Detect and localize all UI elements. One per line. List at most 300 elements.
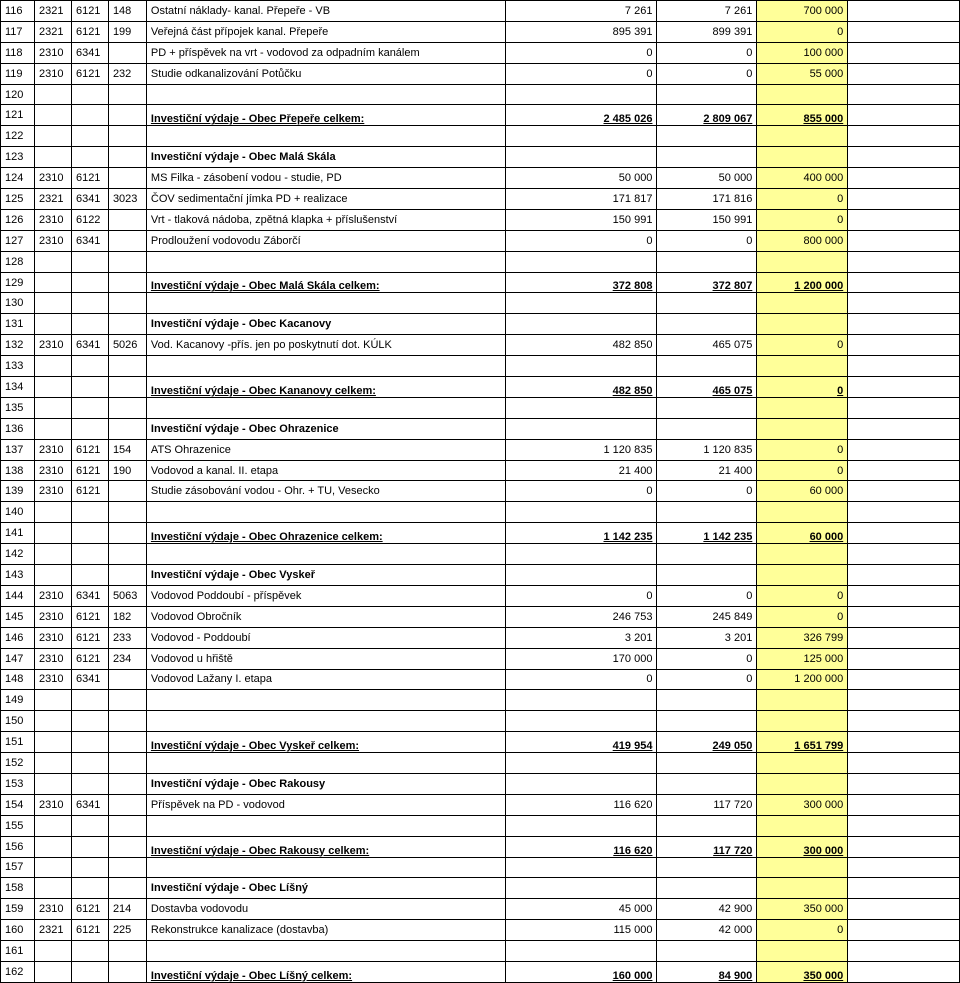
spacer-cell[interactable]: [848, 836, 960, 857]
spacer-cell[interactable]: [848, 669, 960, 690]
paragraph-cell[interactable]: [34, 272, 71, 293]
value-3-cell[interactable]: [757, 126, 848, 147]
value-2-cell[interactable]: [657, 857, 757, 878]
value-1-cell[interactable]: 116 620: [505, 836, 657, 857]
description-cell[interactable]: Ostatní náklady- kanal. Přepeře - VB: [146, 1, 505, 22]
row-number-cell[interactable]: 120: [1, 84, 35, 105]
item-code-cell[interactable]: [71, 272, 108, 293]
value-3-cell[interactable]: [757, 857, 848, 878]
value-1-cell[interactable]: [505, 418, 657, 439]
value-2-cell[interactable]: [657, 251, 757, 272]
description-cell[interactable]: [146, 293, 505, 314]
description-cell[interactable]: Vodovod Lažany I. etapa: [146, 669, 505, 690]
value-3-cell[interactable]: [757, 711, 848, 732]
value-2-cell[interactable]: [657, 84, 757, 105]
spacer-cell[interactable]: [848, 460, 960, 481]
item-code-cell[interactable]: 6341: [71, 335, 108, 356]
description-cell[interactable]: [146, 251, 505, 272]
value-2-cell[interactable]: 0: [657, 669, 757, 690]
value-1-cell[interactable]: 170 000: [505, 648, 657, 669]
item-code-cell[interactable]: 6341: [71, 669, 108, 690]
value-1-cell[interactable]: [505, 84, 657, 105]
org-cell[interactable]: [108, 356, 146, 377]
org-cell[interactable]: [108, 836, 146, 857]
value-1-cell[interactable]: 0: [505, 42, 657, 63]
value-3-cell[interactable]: 0: [757, 585, 848, 606]
paragraph-cell[interactable]: [34, 418, 71, 439]
item-code-cell[interactable]: [71, 502, 108, 523]
item-code-cell[interactable]: [71, 523, 108, 544]
org-cell[interactable]: [108, 711, 146, 732]
description-cell[interactable]: [146, 941, 505, 962]
value-1-cell[interactable]: [505, 502, 657, 523]
value-2-cell[interactable]: 7 261: [657, 1, 757, 22]
description-cell[interactable]: Prodloužení vodovodu Záborčí: [146, 230, 505, 251]
value-2-cell[interactable]: 372 807: [657, 272, 757, 293]
value-2-cell[interactable]: [657, 753, 757, 774]
spacer-cell[interactable]: [848, 857, 960, 878]
spacer-cell[interactable]: [848, 230, 960, 251]
spacer-cell[interactable]: [848, 502, 960, 523]
value-3-cell[interactable]: [757, 753, 848, 774]
row-number-cell[interactable]: 135: [1, 397, 35, 418]
value-1-cell[interactable]: 171 817: [505, 189, 657, 210]
value-3-cell[interactable]: [757, 544, 848, 565]
value-3-cell[interactable]: [757, 878, 848, 899]
paragraph-cell[interactable]: 2321: [34, 920, 71, 941]
item-code-cell[interactable]: 6121: [71, 606, 108, 627]
description-cell[interactable]: Studie zásobování vodou - Ohr. + TU, Vesecko: [146, 481, 505, 502]
value-3-cell[interactable]: 326 799: [757, 627, 848, 648]
description-cell[interactable]: [146, 690, 505, 711]
paragraph-cell[interactable]: 2321: [34, 21, 71, 42]
spacer-cell[interactable]: [848, 565, 960, 586]
description-cell[interactable]: ČOV sedimentační jímka PD + realizace: [146, 189, 505, 210]
row-number-cell[interactable]: 152: [1, 753, 35, 774]
description-cell[interactable]: [146, 356, 505, 377]
paragraph-cell[interactable]: 2321: [34, 1, 71, 22]
spacer-cell[interactable]: [848, 147, 960, 168]
paragraph-cell[interactable]: 2310: [34, 669, 71, 690]
item-code-cell[interactable]: [71, 356, 108, 377]
paragraph-cell[interactable]: [34, 377, 71, 398]
org-cell[interactable]: 148: [108, 1, 146, 22]
description-cell[interactable]: Vod. Kacanovy -přís. jen po poskytnutí dot. KÚLK: [146, 335, 505, 356]
org-cell[interactable]: 190: [108, 460, 146, 481]
paragraph-cell[interactable]: [34, 544, 71, 565]
paragraph-cell[interactable]: [34, 732, 71, 753]
value-2-cell[interactable]: 0: [657, 42, 757, 63]
value-2-cell[interactable]: [657, 941, 757, 962]
spacer-cell[interactable]: [848, 251, 960, 272]
paragraph-cell[interactable]: [34, 293, 71, 314]
paragraph-cell[interactable]: 2310: [34, 648, 71, 669]
spacer-cell[interactable]: [848, 272, 960, 293]
description-cell[interactable]: [146, 84, 505, 105]
paragraph-cell[interactable]: [34, 565, 71, 586]
row-number-cell[interactable]: 162: [1, 961, 35, 982]
paragraph-cell[interactable]: 2310: [34, 606, 71, 627]
value-1-cell[interactable]: [505, 941, 657, 962]
value-2-cell[interactable]: [657, 773, 757, 794]
value-1-cell[interactable]: [505, 147, 657, 168]
description-cell[interactable]: Vodovod Obročník: [146, 606, 505, 627]
description-cell[interactable]: Investiční výdaje - Obec Rakousy: [146, 773, 505, 794]
row-number-cell[interactable]: 128: [1, 251, 35, 272]
value-3-cell[interactable]: 0: [757, 377, 848, 398]
description-cell[interactable]: Investiční výdaje - Obec Kacanovy: [146, 314, 505, 335]
row-number-cell[interactable]: 151: [1, 732, 35, 753]
spacer-cell[interactable]: [848, 377, 960, 398]
value-1-cell[interactable]: 150 991: [505, 209, 657, 230]
value-1-cell[interactable]: [505, 753, 657, 774]
row-number-cell[interactable]: 161: [1, 941, 35, 962]
org-cell[interactable]: [108, 251, 146, 272]
row-number-cell[interactable]: 159: [1, 899, 35, 920]
row-number-cell[interactable]: 154: [1, 794, 35, 815]
value-1-cell[interactable]: 116 620: [505, 794, 657, 815]
description-cell[interactable]: Investiční výdaje - Obec Malá Skála: [146, 147, 505, 168]
value-1-cell[interactable]: [505, 711, 657, 732]
row-number-cell[interactable]: 131: [1, 314, 35, 335]
value-3-cell[interactable]: [757, 565, 848, 586]
spacer-cell[interactable]: [848, 941, 960, 962]
spacer-cell[interactable]: [848, 481, 960, 502]
org-cell[interactable]: 233: [108, 627, 146, 648]
item-code-cell[interactable]: [71, 544, 108, 565]
value-3-cell[interactable]: 0: [757, 21, 848, 42]
description-cell[interactable]: Vrt - tlaková nádoba, zpětná klapka + příslušenství: [146, 209, 505, 230]
value-3-cell[interactable]: 1 200 000: [757, 669, 848, 690]
value-1-cell[interactable]: 482 850: [505, 377, 657, 398]
value-3-cell[interactable]: 1 651 799: [757, 732, 848, 753]
spacer-cell[interactable]: [848, 1, 960, 22]
org-cell[interactable]: [108, 690, 146, 711]
value-1-cell[interactable]: [505, 815, 657, 836]
value-3-cell[interactable]: [757, 293, 848, 314]
row-number-cell[interactable]: 130: [1, 293, 35, 314]
item-code-cell[interactable]: [71, 418, 108, 439]
spacer-cell[interactable]: [848, 753, 960, 774]
paragraph-cell[interactable]: [34, 941, 71, 962]
org-cell[interactable]: [108, 418, 146, 439]
description-cell[interactable]: Vodovod Poddoubí - příspěvek: [146, 585, 505, 606]
org-cell[interactable]: [108, 168, 146, 189]
org-cell[interactable]: [108, 481, 146, 502]
spacer-cell[interactable]: [848, 627, 960, 648]
value-1-cell[interactable]: [505, 356, 657, 377]
value-2-cell[interactable]: [657, 878, 757, 899]
row-number-cell[interactable]: 153: [1, 773, 35, 794]
item-code-cell[interactable]: 6121: [71, 168, 108, 189]
value-3-cell[interactable]: 350 000: [757, 961, 848, 982]
org-cell[interactable]: 232: [108, 63, 146, 84]
paragraph-cell[interactable]: 2310: [34, 230, 71, 251]
value-3-cell[interactable]: 800 000: [757, 230, 848, 251]
item-code-cell[interactable]: [71, 941, 108, 962]
value-2-cell[interactable]: [657, 293, 757, 314]
description-cell[interactable]: Rekonstrukce kanalizace (dostavba): [146, 920, 505, 941]
item-code-cell[interactable]: [71, 377, 108, 398]
value-2-cell[interactable]: 50 000: [657, 168, 757, 189]
value-2-cell[interactable]: 0: [657, 648, 757, 669]
value-3-cell[interactable]: 100 000: [757, 42, 848, 63]
description-cell[interactable]: Investiční výdaje - Obec Vyskeř: [146, 565, 505, 586]
spacer-cell[interactable]: [848, 63, 960, 84]
value-3-cell[interactable]: [757, 690, 848, 711]
row-number-cell[interactable]: 133: [1, 356, 35, 377]
value-1-cell[interactable]: 1 142 235: [505, 523, 657, 544]
description-cell[interactable]: Vodovod - Poddoubí: [146, 627, 505, 648]
row-number-cell[interactable]: 122: [1, 126, 35, 147]
value-1-cell[interactable]: 7 261: [505, 1, 657, 22]
value-2-cell[interactable]: 249 050: [657, 732, 757, 753]
row-number-cell[interactable]: 137: [1, 439, 35, 460]
description-cell[interactable]: Investiční výdaje - Obec Líšný celkem:: [146, 961, 505, 982]
value-1-cell[interactable]: 0: [505, 669, 657, 690]
value-1-cell[interactable]: 0: [505, 585, 657, 606]
description-cell[interactable]: Investiční výdaje - Obec Přepeře celkem:: [146, 105, 505, 126]
paragraph-cell[interactable]: [34, 397, 71, 418]
item-code-cell[interactable]: [71, 397, 108, 418]
value-2-cell[interactable]: 1 142 235: [657, 523, 757, 544]
org-cell[interactable]: 5026: [108, 335, 146, 356]
paragraph-cell[interactable]: [34, 690, 71, 711]
value-3-cell[interactable]: 0: [757, 335, 848, 356]
value-1-cell[interactable]: 0: [505, 63, 657, 84]
paragraph-cell[interactable]: [34, 126, 71, 147]
item-code-cell[interactable]: 6121: [71, 460, 108, 481]
description-cell[interactable]: [146, 711, 505, 732]
value-2-cell[interactable]: 171 816: [657, 189, 757, 210]
value-1-cell[interactable]: [505, 126, 657, 147]
value-2-cell[interactable]: 0: [657, 230, 757, 251]
row-number-cell[interactable]: 147: [1, 648, 35, 669]
value-1-cell[interactable]: 1 120 835: [505, 439, 657, 460]
paragraph-cell[interactable]: 2310: [34, 63, 71, 84]
spacer-cell[interactable]: [848, 314, 960, 335]
description-cell[interactable]: Vodovod a kanal. II. etapa: [146, 460, 505, 481]
spacer-cell[interactable]: [848, 585, 960, 606]
description-cell[interactable]: [146, 815, 505, 836]
spacer-cell[interactable]: [848, 126, 960, 147]
description-cell[interactable]: Studie odkanalizování Potůčku: [146, 63, 505, 84]
paragraph-cell[interactable]: [34, 251, 71, 272]
item-code-cell[interactable]: 6121: [71, 920, 108, 941]
value-3-cell[interactable]: 0: [757, 209, 848, 230]
paragraph-cell[interactable]: [34, 753, 71, 774]
value-2-cell[interactable]: 0: [657, 63, 757, 84]
spacer-cell[interactable]: [848, 293, 960, 314]
value-3-cell[interactable]: 350 000: [757, 899, 848, 920]
value-1-cell[interactable]: 115 000: [505, 920, 657, 941]
description-cell[interactable]: PD + příspěvek na vrt - vodovod za odpadním kanálem: [146, 42, 505, 63]
description-cell[interactable]: Investiční výdaje - Obec Malá Skála celkem:: [146, 272, 505, 293]
value-3-cell[interactable]: 0: [757, 606, 848, 627]
value-3-cell[interactable]: 0: [757, 189, 848, 210]
value-1-cell[interactable]: 419 954: [505, 732, 657, 753]
paragraph-cell[interactable]: [34, 147, 71, 168]
org-cell[interactable]: [108, 523, 146, 544]
value-2-cell[interactable]: 117 720: [657, 836, 757, 857]
item-code-cell[interactable]: [71, 105, 108, 126]
paragraph-cell[interactable]: [34, 836, 71, 857]
value-3-cell[interactable]: [757, 502, 848, 523]
value-2-cell[interactable]: 0: [657, 481, 757, 502]
org-cell[interactable]: [108, 377, 146, 398]
value-1-cell[interactable]: 0: [505, 481, 657, 502]
value-2-cell[interactable]: 84 900: [657, 961, 757, 982]
description-cell[interactable]: Investiční výdaje - Obec Líšný: [146, 878, 505, 899]
paragraph-cell[interactable]: [34, 105, 71, 126]
value-2-cell[interactable]: [657, 815, 757, 836]
org-cell[interactable]: [108, 209, 146, 230]
spacer-cell[interactable]: [848, 961, 960, 982]
row-number-cell[interactable]: 157: [1, 857, 35, 878]
row-number-cell[interactable]: 125: [1, 189, 35, 210]
row-number-cell[interactable]: 136: [1, 418, 35, 439]
value-3-cell[interactable]: 700 000: [757, 1, 848, 22]
item-code-cell[interactable]: [71, 857, 108, 878]
org-cell[interactable]: [108, 732, 146, 753]
value-2-cell[interactable]: 3 201: [657, 627, 757, 648]
item-code-cell[interactable]: [71, 126, 108, 147]
paragraph-cell[interactable]: [34, 523, 71, 544]
item-code-cell[interactable]: 6121: [71, 648, 108, 669]
paragraph-cell[interactable]: 2310: [34, 460, 71, 481]
row-number-cell[interactable]: 127: [1, 230, 35, 251]
value-2-cell[interactable]: 899 391: [657, 21, 757, 42]
value-3-cell[interactable]: [757, 773, 848, 794]
spacer-cell[interactable]: [848, 84, 960, 105]
org-cell[interactable]: 3023: [108, 189, 146, 210]
value-3-cell[interactable]: 0: [757, 920, 848, 941]
value-2-cell[interactable]: 42 000: [657, 920, 757, 941]
item-code-cell[interactable]: [71, 878, 108, 899]
spacer-cell[interactable]: [848, 899, 960, 920]
spacer-cell[interactable]: [848, 648, 960, 669]
row-number-cell[interactable]: 132: [1, 335, 35, 356]
value-1-cell[interactable]: [505, 878, 657, 899]
spacer-cell[interactable]: [848, 439, 960, 460]
row-number-cell[interactable]: 126: [1, 209, 35, 230]
item-code-cell[interactable]: [71, 711, 108, 732]
value-2-cell[interactable]: 0: [657, 585, 757, 606]
spacer-cell[interactable]: [848, 711, 960, 732]
spacer-cell[interactable]: [848, 732, 960, 753]
description-cell[interactable]: ATS Ohrazenice: [146, 439, 505, 460]
value-3-cell[interactable]: 1 200 000: [757, 272, 848, 293]
value-1-cell[interactable]: 21 400: [505, 460, 657, 481]
paragraph-cell[interactable]: [34, 711, 71, 732]
spacer-cell[interactable]: [848, 606, 960, 627]
org-cell[interactable]: [108, 773, 146, 794]
description-cell[interactable]: [146, 544, 505, 565]
item-code-cell[interactable]: [71, 293, 108, 314]
value-2-cell[interactable]: 42 900: [657, 899, 757, 920]
value-2-cell[interactable]: [657, 126, 757, 147]
row-number-cell[interactable]: 139: [1, 481, 35, 502]
description-cell[interactable]: Vodovod u hřiště: [146, 648, 505, 669]
value-1-cell[interactable]: 2 485 026: [505, 105, 657, 126]
item-code-cell[interactable]: 6122: [71, 209, 108, 230]
item-code-cell[interactable]: 6121: [71, 899, 108, 920]
org-cell[interactable]: [108, 857, 146, 878]
value-3-cell[interactable]: [757, 356, 848, 377]
row-number-cell[interactable]: 119: [1, 63, 35, 84]
paragraph-cell[interactable]: 2310: [34, 439, 71, 460]
item-code-cell[interactable]: 6121: [71, 63, 108, 84]
value-2-cell[interactable]: [657, 544, 757, 565]
row-number-cell[interactable]: 156: [1, 836, 35, 857]
description-cell[interactable]: [146, 753, 505, 774]
value-1-cell[interactable]: [505, 293, 657, 314]
item-code-cell[interactable]: [71, 773, 108, 794]
item-code-cell[interactable]: [71, 732, 108, 753]
spacer-cell[interactable]: [848, 105, 960, 126]
value-1-cell[interactable]: 160 000: [505, 961, 657, 982]
value-2-cell[interactable]: 465 075: [657, 335, 757, 356]
item-code-cell[interactable]: [71, 961, 108, 982]
paragraph-cell[interactable]: [34, 84, 71, 105]
row-number-cell[interactable]: 141: [1, 523, 35, 544]
value-3-cell[interactable]: 60 000: [757, 523, 848, 544]
paragraph-cell[interactable]: 2310: [34, 209, 71, 230]
value-3-cell[interactable]: 300 000: [757, 836, 848, 857]
row-number-cell[interactable]: 150: [1, 711, 35, 732]
org-cell[interactable]: 5063: [108, 585, 146, 606]
value-1-cell[interactable]: [505, 857, 657, 878]
org-cell[interactable]: [108, 293, 146, 314]
value-1-cell[interactable]: 50 000: [505, 168, 657, 189]
paragraph-cell[interactable]: 2321: [34, 189, 71, 210]
value-3-cell[interactable]: 60 000: [757, 481, 848, 502]
description-cell[interactable]: Dostavba vodovodu: [146, 899, 505, 920]
value-1-cell[interactable]: 895 391: [505, 21, 657, 42]
row-number-cell[interactable]: 160: [1, 920, 35, 941]
value-2-cell[interactable]: 117 720: [657, 794, 757, 815]
paragraph-cell[interactable]: 2310: [34, 481, 71, 502]
value-2-cell[interactable]: 245 849: [657, 606, 757, 627]
item-code-cell[interactable]: [71, 815, 108, 836]
paragraph-cell[interactable]: 2310: [34, 585, 71, 606]
value-3-cell[interactable]: 125 000: [757, 648, 848, 669]
value-3-cell[interactable]: 0: [757, 439, 848, 460]
org-cell[interactable]: 199: [108, 21, 146, 42]
item-code-cell[interactable]: [71, 147, 108, 168]
spacer-cell[interactable]: [848, 168, 960, 189]
description-cell[interactable]: Investiční výdaje - Obec Ohrazenice: [146, 418, 505, 439]
org-cell[interactable]: [108, 272, 146, 293]
paragraph-cell[interactable]: [34, 857, 71, 878]
description-cell[interactable]: [146, 857, 505, 878]
value-1-cell[interactable]: 45 000: [505, 899, 657, 920]
spacer-cell[interactable]: [848, 21, 960, 42]
org-cell[interactable]: [108, 397, 146, 418]
paragraph-cell[interactable]: 2310: [34, 899, 71, 920]
paragraph-cell[interactable]: [34, 314, 71, 335]
value-2-cell[interactable]: [657, 502, 757, 523]
spacer-cell[interactable]: [848, 523, 960, 544]
description-cell[interactable]: Veřejná část přípojek kanal. Přepeře: [146, 21, 505, 42]
description-cell[interactable]: Investiční výdaje - Obec Ohrazenice celkem:: [146, 523, 505, 544]
paragraph-cell[interactable]: [34, 773, 71, 794]
row-number-cell[interactable]: 140: [1, 502, 35, 523]
value-2-cell[interactable]: 1 120 835: [657, 439, 757, 460]
item-code-cell[interactable]: 6121: [71, 1, 108, 22]
org-cell[interactable]: [108, 230, 146, 251]
value-3-cell[interactable]: [757, 815, 848, 836]
